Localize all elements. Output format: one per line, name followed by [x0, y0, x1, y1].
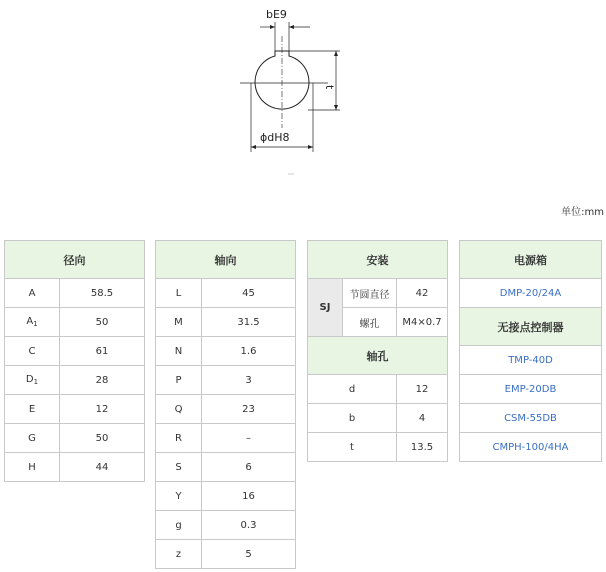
table-row	[308, 404, 448, 433]
row-value: 4	[397, 404, 448, 433]
table-row	[5, 366, 145, 395]
table-row	[5, 279, 145, 308]
row-value: 5	[202, 540, 296, 569]
mounting-table	[307, 240, 448, 462]
row-label: 节圆直径	[343, 279, 397, 308]
row-label: g	[156, 511, 202, 540]
table-row	[308, 433, 448, 462]
row-value: 3	[202, 366, 296, 395]
row-value: 42	[397, 279, 448, 308]
axial-table	[155, 240, 296, 569]
depth-label: t	[323, 85, 336, 90]
table-row	[5, 424, 145, 453]
row-value: 16	[202, 482, 296, 511]
row-value: 61	[60, 337, 145, 366]
row-label: L	[156, 279, 202, 308]
keyway-diagram	[236, 0, 356, 180]
table-row	[308, 375, 448, 404]
row-label: P	[156, 366, 202, 395]
row-label: z	[156, 540, 202, 569]
row-value: –	[202, 424, 296, 453]
table-row	[156, 395, 296, 424]
row-value: 44	[60, 453, 145, 482]
row-label: d	[308, 375, 397, 404]
table-header: 轴孔	[308, 337, 448, 375]
row-label: D	[25, 374, 34, 385]
table-row	[156, 279, 296, 308]
row-label: Y	[156, 482, 202, 511]
table-row	[156, 453, 296, 482]
row-label: N	[156, 337, 202, 366]
row-label: A	[28, 287, 36, 299]
row-value: 6	[202, 453, 296, 482]
table-row	[156, 366, 296, 395]
row-value: 58.5	[60, 279, 145, 308]
controller-link[interactable]: CMPH-100/4HA	[460, 433, 602, 462]
table-row	[5, 453, 145, 482]
row-value: 12	[60, 395, 145, 424]
row-label: t	[308, 433, 397, 462]
row-label: G	[28, 432, 36, 444]
table-header: 安装	[308, 241, 448, 279]
row-label-subscript: 1	[33, 378, 39, 386]
unit-label: 单位:mm	[561, 207, 604, 218]
table-row	[156, 337, 296, 366]
row-value: 13.5	[397, 433, 448, 462]
row-label: R	[156, 424, 202, 453]
row-value: 12	[397, 375, 448, 404]
table-row	[5, 395, 145, 424]
group-label: SJ	[308, 279, 343, 337]
table-row	[156, 540, 296, 569]
table-row	[156, 308, 296, 337]
table-header: 电源箱	[460, 241, 602, 279]
table-row	[156, 424, 296, 453]
row-value: 28	[60, 366, 145, 395]
row-value: 45	[202, 279, 296, 308]
width-label: bE9	[266, 8, 287, 21]
radial-table	[4, 240, 145, 482]
row-label: C	[28, 345, 36, 357]
table-header: 径向	[5, 241, 145, 279]
power-box-link[interactable]: DMP-20/24A	[460, 279, 602, 308]
row-label: 螺孔	[343, 308, 397, 337]
table-row	[156, 511, 296, 540]
row-label: A	[26, 316, 34, 327]
row-label: H	[28, 461, 36, 473]
controller-link[interactable]: TMP-40D	[460, 346, 602, 375]
controller-link[interactable]: CSM-55DB	[460, 404, 602, 433]
row-value: 50	[60, 308, 145, 337]
row-label: M	[156, 308, 202, 337]
row-label: S	[156, 453, 202, 482]
row-label: Q	[156, 395, 202, 424]
row-value: 1.6	[202, 337, 296, 366]
row-value: 23	[202, 395, 296, 424]
diameter-label: ϕdH8	[260, 131, 290, 144]
table-header: 轴向	[156, 241, 296, 279]
table-row	[308, 279, 448, 308]
row-label-subscript: 1	[33, 320, 38, 328]
table-row	[5, 308, 145, 337]
row-value: 0.3	[202, 511, 296, 540]
table-row	[5, 337, 145, 366]
accessories-table	[459, 240, 602, 462]
row-label: E	[28, 403, 36, 415]
row-value: 50	[60, 424, 145, 453]
row-value: 31.5	[202, 308, 296, 337]
row-label: b	[308, 404, 397, 433]
table-row	[156, 482, 296, 511]
row-value: M4×0.7	[397, 308, 448, 337]
controller-link[interactable]: EMP-20DB	[460, 375, 602, 404]
table-header: 无接点控制器	[460, 308, 602, 346]
